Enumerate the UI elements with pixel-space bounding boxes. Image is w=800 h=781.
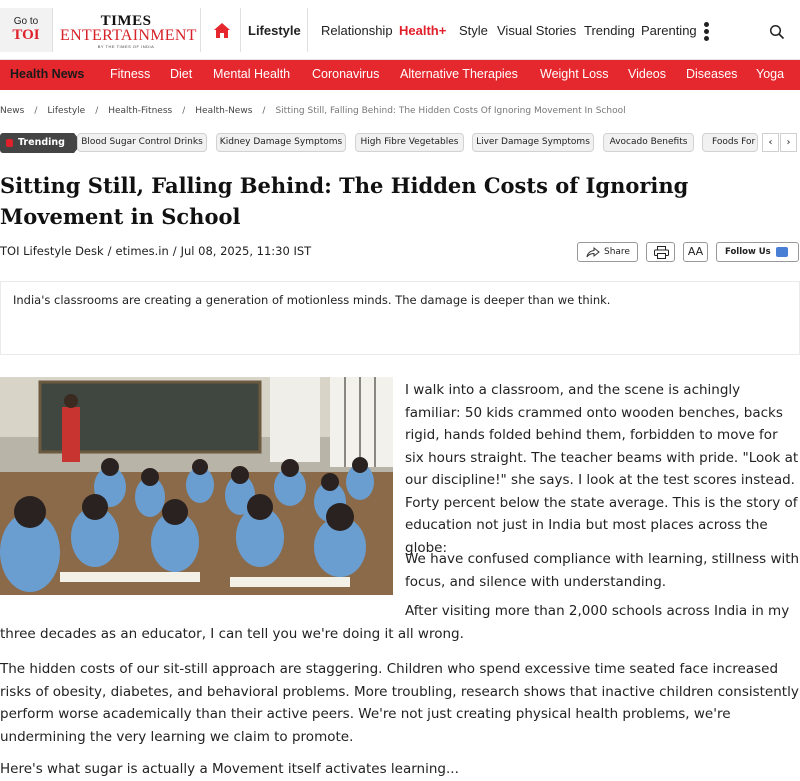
follow-label: Follow Us <box>725 247 771 257</box>
cat-health-news[interactable]: Health News <box>10 67 85 81</box>
google-news-icon <box>776 247 788 257</box>
divider <box>200 8 201 52</box>
divider <box>307 8 308 52</box>
cat-weight-loss[interactable]: Weight Loss <box>540 67 609 81</box>
cat-coronavirus[interactable]: Coronavirus <box>312 67 380 81</box>
breadcrumb-news[interactable]: News <box>0 106 25 116</box>
trending-icon <box>6 139 13 147</box>
home-icon[interactable] <box>213 22 231 40</box>
next-arrow-icon[interactable]: › <box>780 133 797 152</box>
share-label: Share <box>604 247 630 257</box>
print-button[interactable] <box>646 242 675 262</box>
times-entertainment-logo[interactable] <box>60 13 197 49</box>
logo-line2: ENTERTAINMENT <box>60 27 197 44</box>
share-icon <box>586 247 600 258</box>
article-paragraph: Here's what sugar is actually a Movement itself activates learning... <box>0 761 459 777</box>
share-button[interactable] <box>577 242 638 262</box>
nav-relationship[interactable]: Relationship <box>321 23 393 38</box>
article-headline: Sitting Still, Falling Behind: The Hidden Costs of Ignoring Movement in School <box>0 173 689 229</box>
cat-diet[interactable]: Diet <box>170 67 193 81</box>
breadcrumb: News / Lifestyle / Health-Fitness / Health-News / Sitting Still, Falling Behind: The Hidden Costs Of Ignoring Movement In School <box>0 106 626 116</box>
nav-visual-stories[interactable]: Visual Stories <box>497 23 577 38</box>
breadcrumb-health-fitness[interactable]: Health-Fitness <box>108 106 173 116</box>
nav-lifestyle[interactable]: Lifestyle <box>248 23 301 38</box>
cat-fitness[interactable]: Fitness <box>110 67 151 81</box>
trending-pill[interactable]: Blood Sugar Control Drinks <box>77 133 207 152</box>
logo-line1: TIMES <box>100 13 152 29</box>
toi-label: TOI <box>12 27 40 43</box>
category-bar <box>0 60 800 90</box>
prev-arrow-icon[interactable]: ‹ <box>762 133 779 152</box>
breadcrumb-health-news[interactable]: Health-News <box>195 106 253 116</box>
article-summary: India's classrooms are creating a generation of motionless minds. The damage is deeper than we think. <box>13 293 611 307</box>
article-paragraph: three decades as an educator, I can tell you we're doing it all wrong. <box>0 626 464 642</box>
cat-videos[interactable]: Videos <box>628 67 666 81</box>
trending-pill[interactable]: Avocado Benefits <box>603 133 694 152</box>
nav-trending[interactable]: Trending <box>584 23 635 38</box>
cat-yoga[interactable]: Yoga <box>756 67 785 81</box>
divider <box>52 8 53 52</box>
trending-label: Trending <box>18 137 65 148</box>
nav-parenting[interactable]: Parenting <box>641 23 697 38</box>
more-menu-icon[interactable] <box>704 22 712 40</box>
cat-alternative-therapies[interactable]: Alternative Therapies <box>400 67 518 81</box>
nav-style[interactable]: Style <box>459 23 488 38</box>
font-size-button[interactable]: AA <box>683 242 708 262</box>
breadcrumb-current: Sitting Still, Falling Behind: The Hidden Costs Of Ignoring Movement In School <box>275 106 626 116</box>
nav-health-plus[interactable]: Health+ <box>399 23 447 38</box>
goto-toi-button[interactable] <box>0 8 52 52</box>
cat-diseases[interactable]: Diseases <box>686 67 738 81</box>
print-icon <box>654 246 669 259</box>
article-paragraph: The hidden costs of our sit-still approach are staggering. Children who spend excessive time seated face increased risks of obesity, diabetes, and behavioral problems. More troubling, research shows that inactive children consistently perform worse academically than their active peers. We're not just creating physical health problems, we're undermining the very learning we claim to promote. <box>0 661 799 745</box>
trending-pill[interactable]: Liver Damage Symptoms <box>472 133 594 152</box>
article-paragraph: We have confused compliance with learning, stillness with focus, and silence with understanding. <box>405 551 800 590</box>
top-header <box>0 0 800 60</box>
goto-label: Go to <box>13 16 39 27</box>
trending-pill[interactable]: Kidney Damage Symptoms <box>216 133 346 152</box>
publish-date: Jul 08, 2025, 11:30 IST <box>180 244 312 258</box>
author[interactable]: TOI Lifestyle Desk <box>0 244 104 258</box>
classroom-photo <box>0 377 393 595</box>
trending-row <box>0 133 800 153</box>
byline: TOI Lifestyle Desk / etimes.in / Jul 08, 2025, 11:30 IST <box>0 244 312 258</box>
trending-tag <box>0 133 74 153</box>
breadcrumb-lifestyle[interactable]: Lifestyle <box>47 106 86 116</box>
article-paragraph: I walk into a classroom, and the scene is achingly familiar: 50 kids crammed onto wooden benches, backs rigid, hands folded behind them, forbidden to move for six hours straight. The teacher beams with pride. "Look at our discipline!" she says. I look at the test scores instead. Forty percent below the state average. This is the story of education not just in India but most places across the globe: <box>405 382 799 556</box>
logo-tagline: BY THE TIMES OF INDIA <box>97 44 155 49</box>
trending-pill[interactable]: Foods For <box>702 133 758 152</box>
article-paragraph: After visiting more than 2,000 schools across India in my <box>405 603 790 619</box>
source: etimes.in <box>115 244 169 258</box>
trending-pill[interactable]: High Fibre Vegetables <box>355 133 464 152</box>
cat-mental-health[interactable]: Mental Health <box>213 67 291 81</box>
article-summary-box <box>0 281 800 355</box>
search-icon[interactable] <box>769 24 785 40</box>
follow-us-button[interactable] <box>716 242 799 262</box>
divider <box>240 8 241 52</box>
